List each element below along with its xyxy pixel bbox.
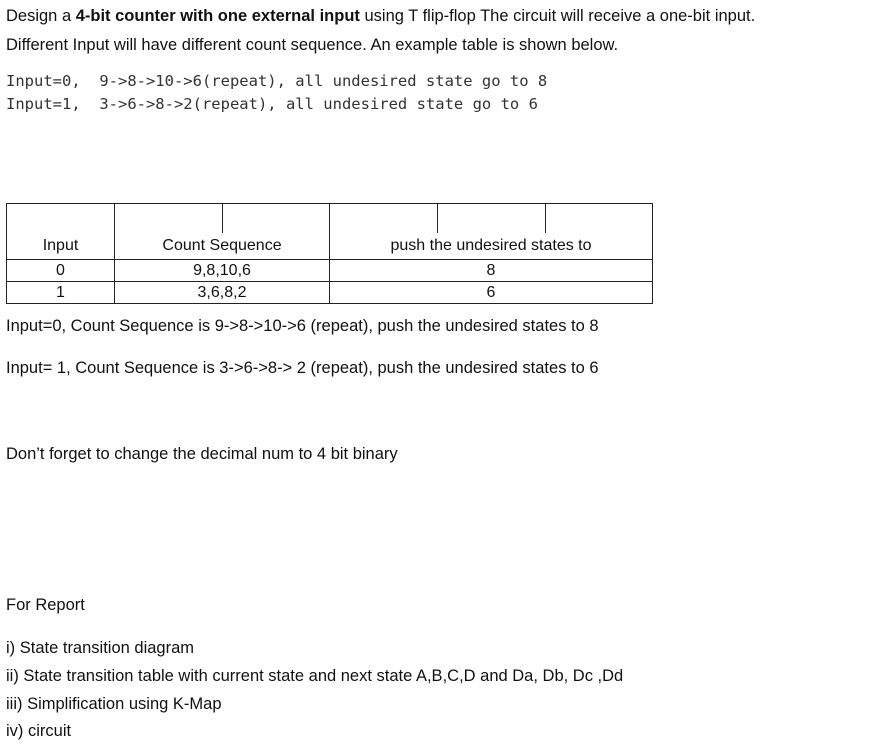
intro-prefix: Design a [6, 7, 76, 25]
report-item-2: ii) State transition table with current state and next state A,B,C,D and Da, Db, Dc ,Dd [6, 667, 624, 685]
intro-bold: 4-bit counter with one external input [75, 7, 360, 25]
report-item-4: iv) circuit [6, 722, 72, 740]
intro-line-2: Different Input will have different count sequence. An example table is shown below. [6, 36, 619, 54]
table-row [7, 282, 653, 304]
intro-suffix: using T flip-flop The circuit will receive a one-bit input. [359, 7, 756, 25]
report-item-1: i) State transition diagram [6, 639, 195, 657]
intro-line-1 [6, 6, 755, 26]
code-line-1: Input=0, 9->8->10->6(repeat), all undesired state go to 8 [6, 72, 548, 90]
table-empty-cell [7, 204, 115, 234]
cell-push-to: 6 [330, 282, 653, 304]
table-row [7, 260, 653, 282]
cell-input: 0 [7, 260, 115, 282]
cell-count-sequence: 9,8,10,6 [115, 260, 330, 282]
table-header-row [7, 233, 653, 260]
cell-input: 1 [7, 282, 115, 304]
header-count-sequence: Count Sequence [115, 233, 330, 260]
table-empty-cell [330, 204, 653, 234]
cell-count-sequence: 3,6,8,2 [115, 282, 330, 304]
cell-push-to: 8 [330, 260, 653, 282]
binary-note: Don’t forget to change the decimal num to 4 bit binary [6, 445, 398, 463]
table-empty-cell [115, 204, 330, 234]
description-1: Input=0, Count Sequence is 9->8->10->6 (repeat), push the undesired states to 8 [6, 317, 599, 335]
report-title: For Report [6, 596, 85, 614]
description-2: Input= 1, Count Sequence is 3->6->8-> 2 (repeat), push the undesired states to 6 [6, 359, 599, 377]
header-input: Input [7, 233, 115, 260]
sequence-table [6, 203, 653, 304]
report-item-3: iii) Simplification using K-Map [6, 695, 222, 713]
code-line-2: Input=1, 3->6->8->2(repeat), all undesired state go to 6 [6, 95, 538, 113]
table-empty-row [7, 204, 653, 234]
header-push-undesired: push the undesired states to [330, 233, 653, 260]
